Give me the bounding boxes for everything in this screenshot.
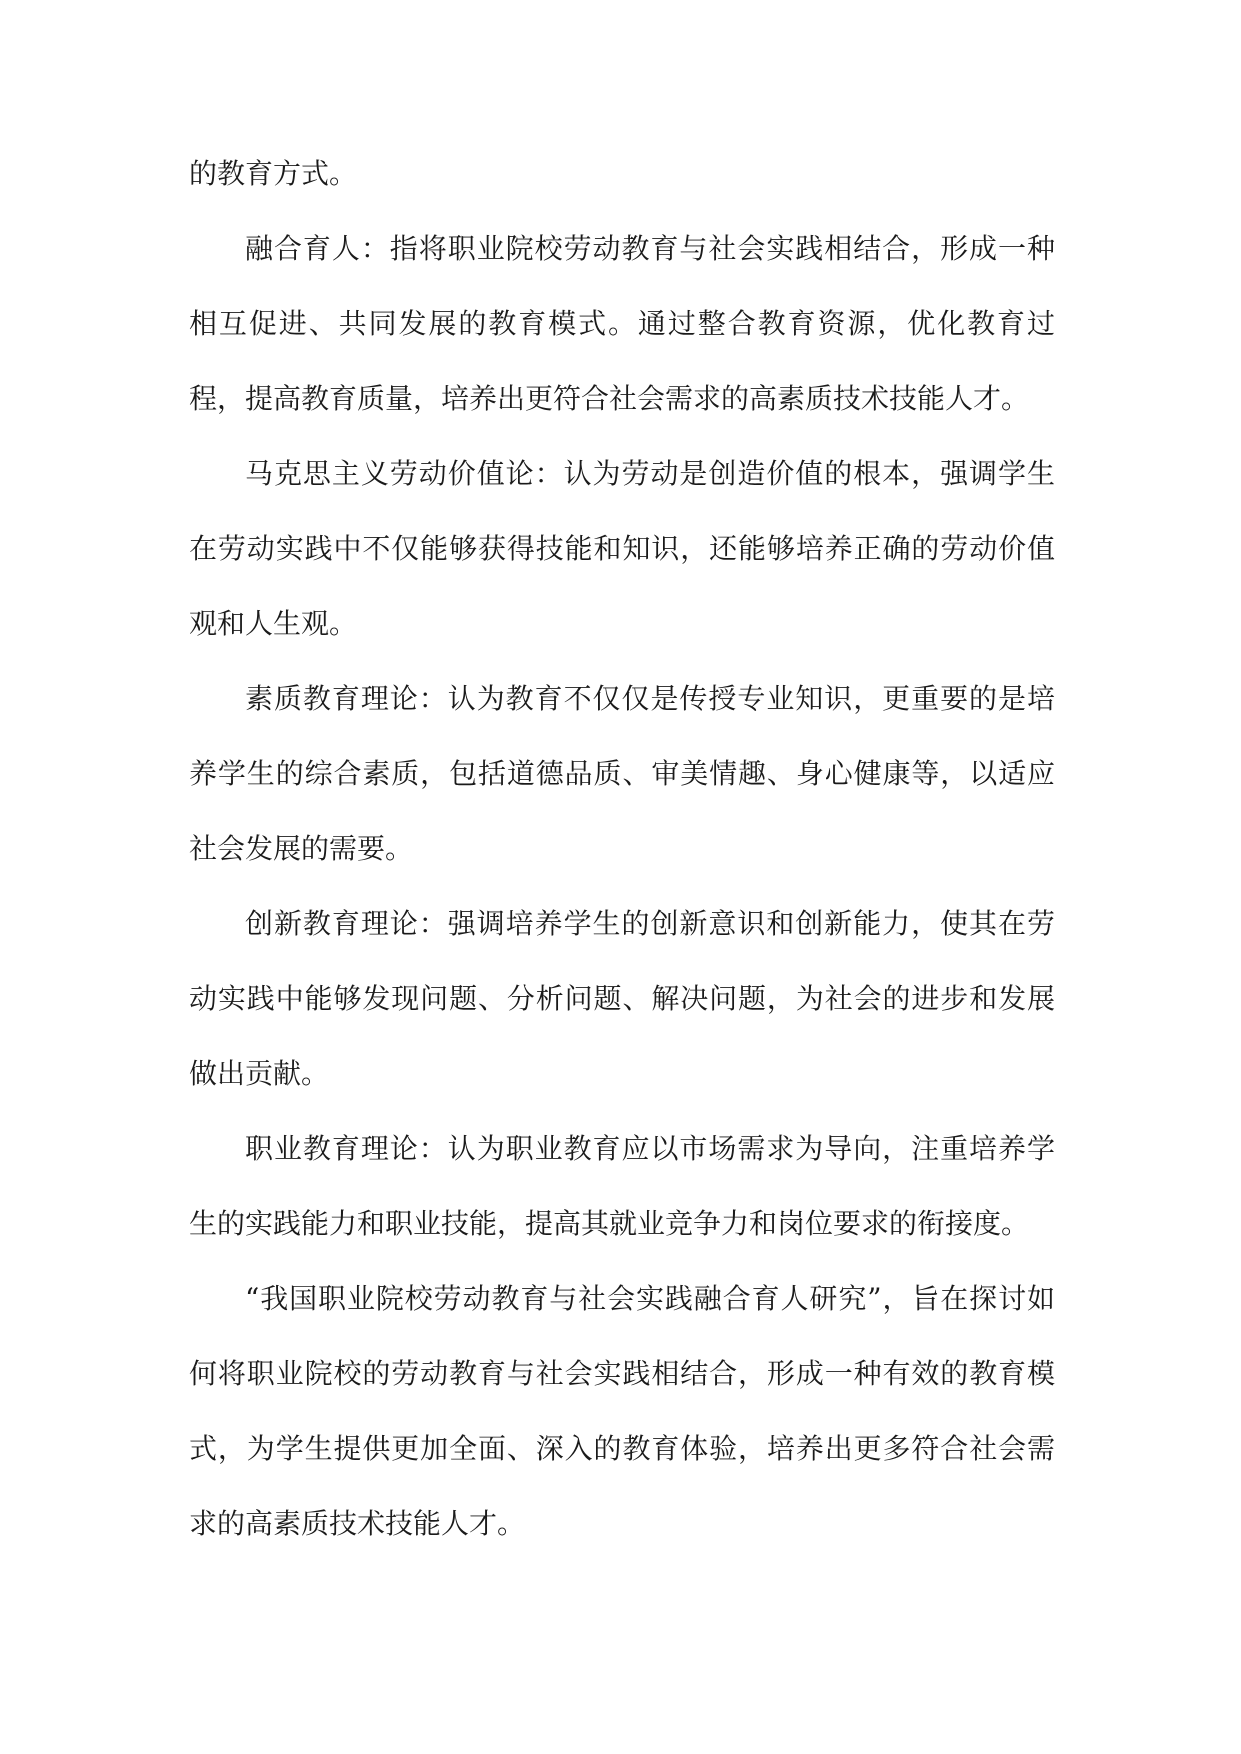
paragraph-vocational-education: 职业教育理论：认为职业教育应以市场需求为导向，注重培养学生的实践能力和职业技能，提高其就业竞争力和岗位要求的衔接度。 xyxy=(189,1132,1055,1240)
paragraph-innovation-education: 创新教育理论：强调培养学生的创新意识和创新能力，使其在劳动实践中能够发现问题、分析问题、解决问题，为社会的进步和发展做出贡献。 xyxy=(189,907,1055,1090)
paragraph-marxist-labor-value: 马克思主义劳动价值论：认为劳动是创造价值的根本，强调学生在劳动实践中不仅能够获得技能和知识，还能够培养正确的劳动价值观和人生观。 xyxy=(189,457,1055,640)
paragraph-research-aim: “我国职业院校劳动教育与社会实践融合育人研究”，旨在探讨如何将职业院校的劳动教育与社会实践相结合，形成一种有效的教育模式，为学生提供更加全面、深入的教育体验，培养出更多符合社会需求的高素质技术技能人才。 xyxy=(189,1282,1055,1540)
paragraph-continuation: 的教育方式。 xyxy=(189,157,358,190)
paragraph-fusion-education: 融合育人：指将职业院校劳动教育与社会实践相结合，形成一种相互促进、共同发展的教育模式。通过整合教育资源，优化教育过程，提高教育质量，培养出更符合社会需求的高素质技术技能人才。 xyxy=(189,232,1055,415)
paragraph-quality-education: 素质教育理论：认为教育不仅仅是传授专业知识，更重要的是培养学生的综合素质，包括道德品质、审美情趣、身心健康等，以适应社会发展的需要。 xyxy=(189,682,1055,865)
document-body xyxy=(189,136,1055,1561)
